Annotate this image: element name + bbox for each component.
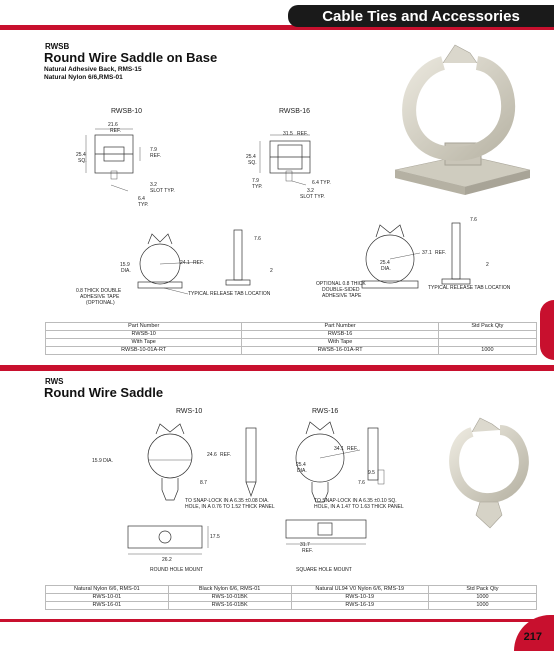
rwsb-10-note-1: 0.8 THICK DOUBLE (76, 288, 122, 294)
rwsb-10-dim-dia-label: DIA. (121, 268, 131, 274)
table-header: Natural UL94 V0 Nylon 6/6, RMS-19 (291, 586, 428, 594)
rwsb-10-dim-slot-typ: SLOT TYP. (150, 188, 175, 194)
rws-16-dim-dia: 25.4 (296, 462, 306, 468)
rwsb-10-dim-height-ref: REF. (150, 153, 161, 159)
table-cell: 1000 (428, 594, 536, 602)
rws-16-dim-ref-label: REF. (347, 446, 358, 452)
rwsb-10-dim-height: 7.9 (150, 147, 157, 153)
rwsb-10-dim-tab: 6.4 (138, 196, 145, 202)
table-header: Black Nylon 6/6, RMS-01 (168, 586, 291, 594)
rws-10-dim-tab: 8.7 (200, 480, 207, 486)
rws-16-note-2: HOLE, IN A 1.47 TO 1.63 THICK PANEL (314, 504, 404, 510)
table-cell: RWSB-10-01A-RT (46, 347, 242, 355)
rwsb-16-dim-ref-label: REF. (435, 250, 446, 256)
rws-16-label: RWS-16 (312, 408, 339, 415)
rwsb-10-dim-dia: 15.9 (120, 262, 130, 268)
rws-10-dim-dia: 15.9 DIA. (92, 458, 113, 464)
table-cell: 1000 (428, 602, 536, 610)
round-hole-mount-drawing (112, 520, 222, 560)
rwsb-16-dim-tab: 6.4 TYP. (312, 180, 331, 186)
table-row (46, 594, 537, 602)
section-divider (0, 365, 554, 371)
rwsb-16-release-tab: TYPICAL RELEASE TAB LOCATION (428, 285, 511, 291)
round-mount-dim-width: 26.2 (162, 557, 172, 563)
rwsb-code: RWSB (45, 42, 70, 51)
rwsb-16-dim-square: 25.4 (246, 154, 256, 160)
table-row (46, 347, 537, 355)
header-banner (288, 5, 554, 27)
rws-16-dim-tab-width: 9.5 (368, 470, 375, 476)
table-cell: With Tape (46, 339, 242, 347)
table-cell (438, 331, 536, 339)
rwsb-10-label: RWSB-10 (111, 108, 142, 115)
rws-16-note-1: TO SNAP-LOCK IN A 6.35 ±0.10 SQ. (314, 498, 397, 504)
table-cell: Part Number (242, 323, 438, 331)
rwsb-16-dim-height-typ: TYP. (252, 184, 263, 190)
square-mount-dim: 31.7 (300, 542, 310, 548)
table-cell: RWSB-16 (242, 331, 438, 339)
rwsb-10-dim-tab-typ: TYP. (138, 202, 149, 208)
square-mount-dim-ref: REF. (302, 548, 313, 554)
table-row (46, 339, 537, 347)
rwsb-16-top-view (240, 115, 360, 215)
rwsb-10-dim-square-sq: SQ. (78, 158, 87, 164)
round-mount-dim-height: 17.5 (210, 534, 220, 540)
table-cell: RWSB-10 (46, 331, 242, 339)
rwsb-16-dim-ref: 37.1 (422, 250, 432, 256)
rws-10-label: RWS-10 (176, 408, 203, 415)
rwsb-10-dim-ref: 24.1 (180, 260, 190, 266)
rwsb-16-note-2: DOUBLE-SIDED (322, 287, 360, 293)
table-header: Std Pack Qty (428, 586, 536, 594)
rwsb-16-dim-slot: 3.2 (307, 188, 314, 194)
rws-code: RWS (45, 377, 64, 386)
rwsb-subtitle-2: Natural Nylon 6/6,RMS-01 (44, 74, 123, 81)
square-hole-mount-drawing (270, 512, 380, 552)
rwsb-16-dim-height: 7.9 (252, 178, 259, 184)
rwsb-10-top-view (70, 115, 190, 215)
footer-band (0, 619, 554, 622)
rws-16-dim-tab: 7.6 (358, 480, 365, 486)
rwsb-16-dim-slot-typ: SLOT TYP. (300, 194, 325, 200)
rwsb-10-release-tab: TYPICAL RELEASE TAB LOCATION (188, 291, 271, 297)
rwsb-16-dim-tab-width: 7.6 (470, 217, 477, 223)
table-header: Natural Nylon 6/6, RMS-01 (46, 586, 169, 594)
rwsb-10-dim-tab-height: 2 (270, 268, 273, 274)
rwsb-16-note-1: OPTIONAL 0.8 THICK (316, 281, 366, 287)
rws-16-dim-dia-label: DIA. (297, 468, 307, 474)
rwsb-product-photo (385, 35, 535, 195)
rwsb-16-label: RWSB-16 (279, 108, 310, 115)
rws-10-note-2: HOLE, IN A 0.76 TO 1.52 THICK PANEL (185, 504, 275, 510)
header-title: Cable Ties and Accessories (322, 8, 520, 25)
table-cell: 1000 (438, 347, 536, 355)
rwsb-10-dim-tab-width: 7.6 (254, 236, 261, 242)
table-cell: RWSB-16-01A-RT (242, 347, 438, 355)
table-row (46, 323, 537, 331)
rwsb-16-dim-width: 31.5 (283, 131, 293, 137)
rwsb-16-note-3: ADHESIVE TAPE (322, 293, 362, 299)
table-cell: RWS-16-01BK (168, 602, 291, 610)
round-hole-mount-label: ROUND HOLE MOUNT (150, 567, 204, 573)
rws-10-dim-ref: 24.6 (207, 452, 217, 458)
table-cell: RWS-16-01 (46, 602, 169, 610)
table-cell: With Tape (242, 339, 438, 347)
side-tab-top (540, 300, 554, 360)
table-cell: RWS-10-19 (291, 594, 428, 602)
rws-part-table (45, 585, 537, 610)
rwsb-16-dim-dia: 25.4 (380, 260, 390, 266)
table-cell: Std Pack Qty (438, 323, 536, 331)
rws-16-dim-ref: 34.1 (334, 446, 344, 452)
table-row (46, 331, 537, 339)
table-cell: RWS-10-01BK (168, 594, 291, 602)
rwsb-subtitle-1: Natural Adhesive Back, RMS-15 (44, 66, 142, 73)
rwsb-16-side-view (340, 215, 510, 305)
rwsb-10-dim-square: 25.4 (76, 152, 86, 158)
rwsb-16-dim-square-sq: SQ. (248, 160, 257, 166)
table-cell (438, 339, 536, 347)
square-hole-mount-label: SQUARE HOLE MOUNT (296, 567, 352, 573)
table-row (46, 602, 537, 610)
rwsb-10-note-3: (OPTIONAL) (86, 300, 115, 306)
page-number: 217 (523, 631, 542, 643)
rws-10-dim-ref-label: REF. (220, 452, 231, 458)
rwsb-10-dim-slot: 3.2 (150, 182, 157, 188)
rwsb-10-note-2: ADHESIVE TAPE (80, 294, 120, 300)
rws-10-drawing (110, 418, 260, 508)
table-cell: Part Number (46, 323, 242, 331)
rwsb-part-table (45, 322, 537, 355)
rwsb-10-dim-width-ref: REF. (110, 128, 121, 134)
rwsb-16-dim-tab-height: 2 (486, 262, 489, 268)
rws-10-note-1: TO SNAP-LOCK IN A 6.35 ±0.08 DIA. (185, 498, 269, 504)
table-cell: RWS-16-19 (291, 602, 428, 610)
rws-title: Round Wire Saddle (44, 385, 164, 400)
rwsb-10-dim-width: 21.6 (108, 122, 118, 128)
table-row (46, 586, 537, 594)
rwsb-16-dim-width-ref: REF. (297, 131, 308, 137)
rwsb-16-dim-dia-label: DIA. (381, 266, 391, 272)
rws-product-photo (440, 410, 540, 530)
rwsb-title: Round Wire Saddle on Base (44, 50, 218, 65)
rwsb-10-dim-ref-label: REF. (193, 260, 204, 266)
table-cell: RWS-10-01 (46, 594, 169, 602)
